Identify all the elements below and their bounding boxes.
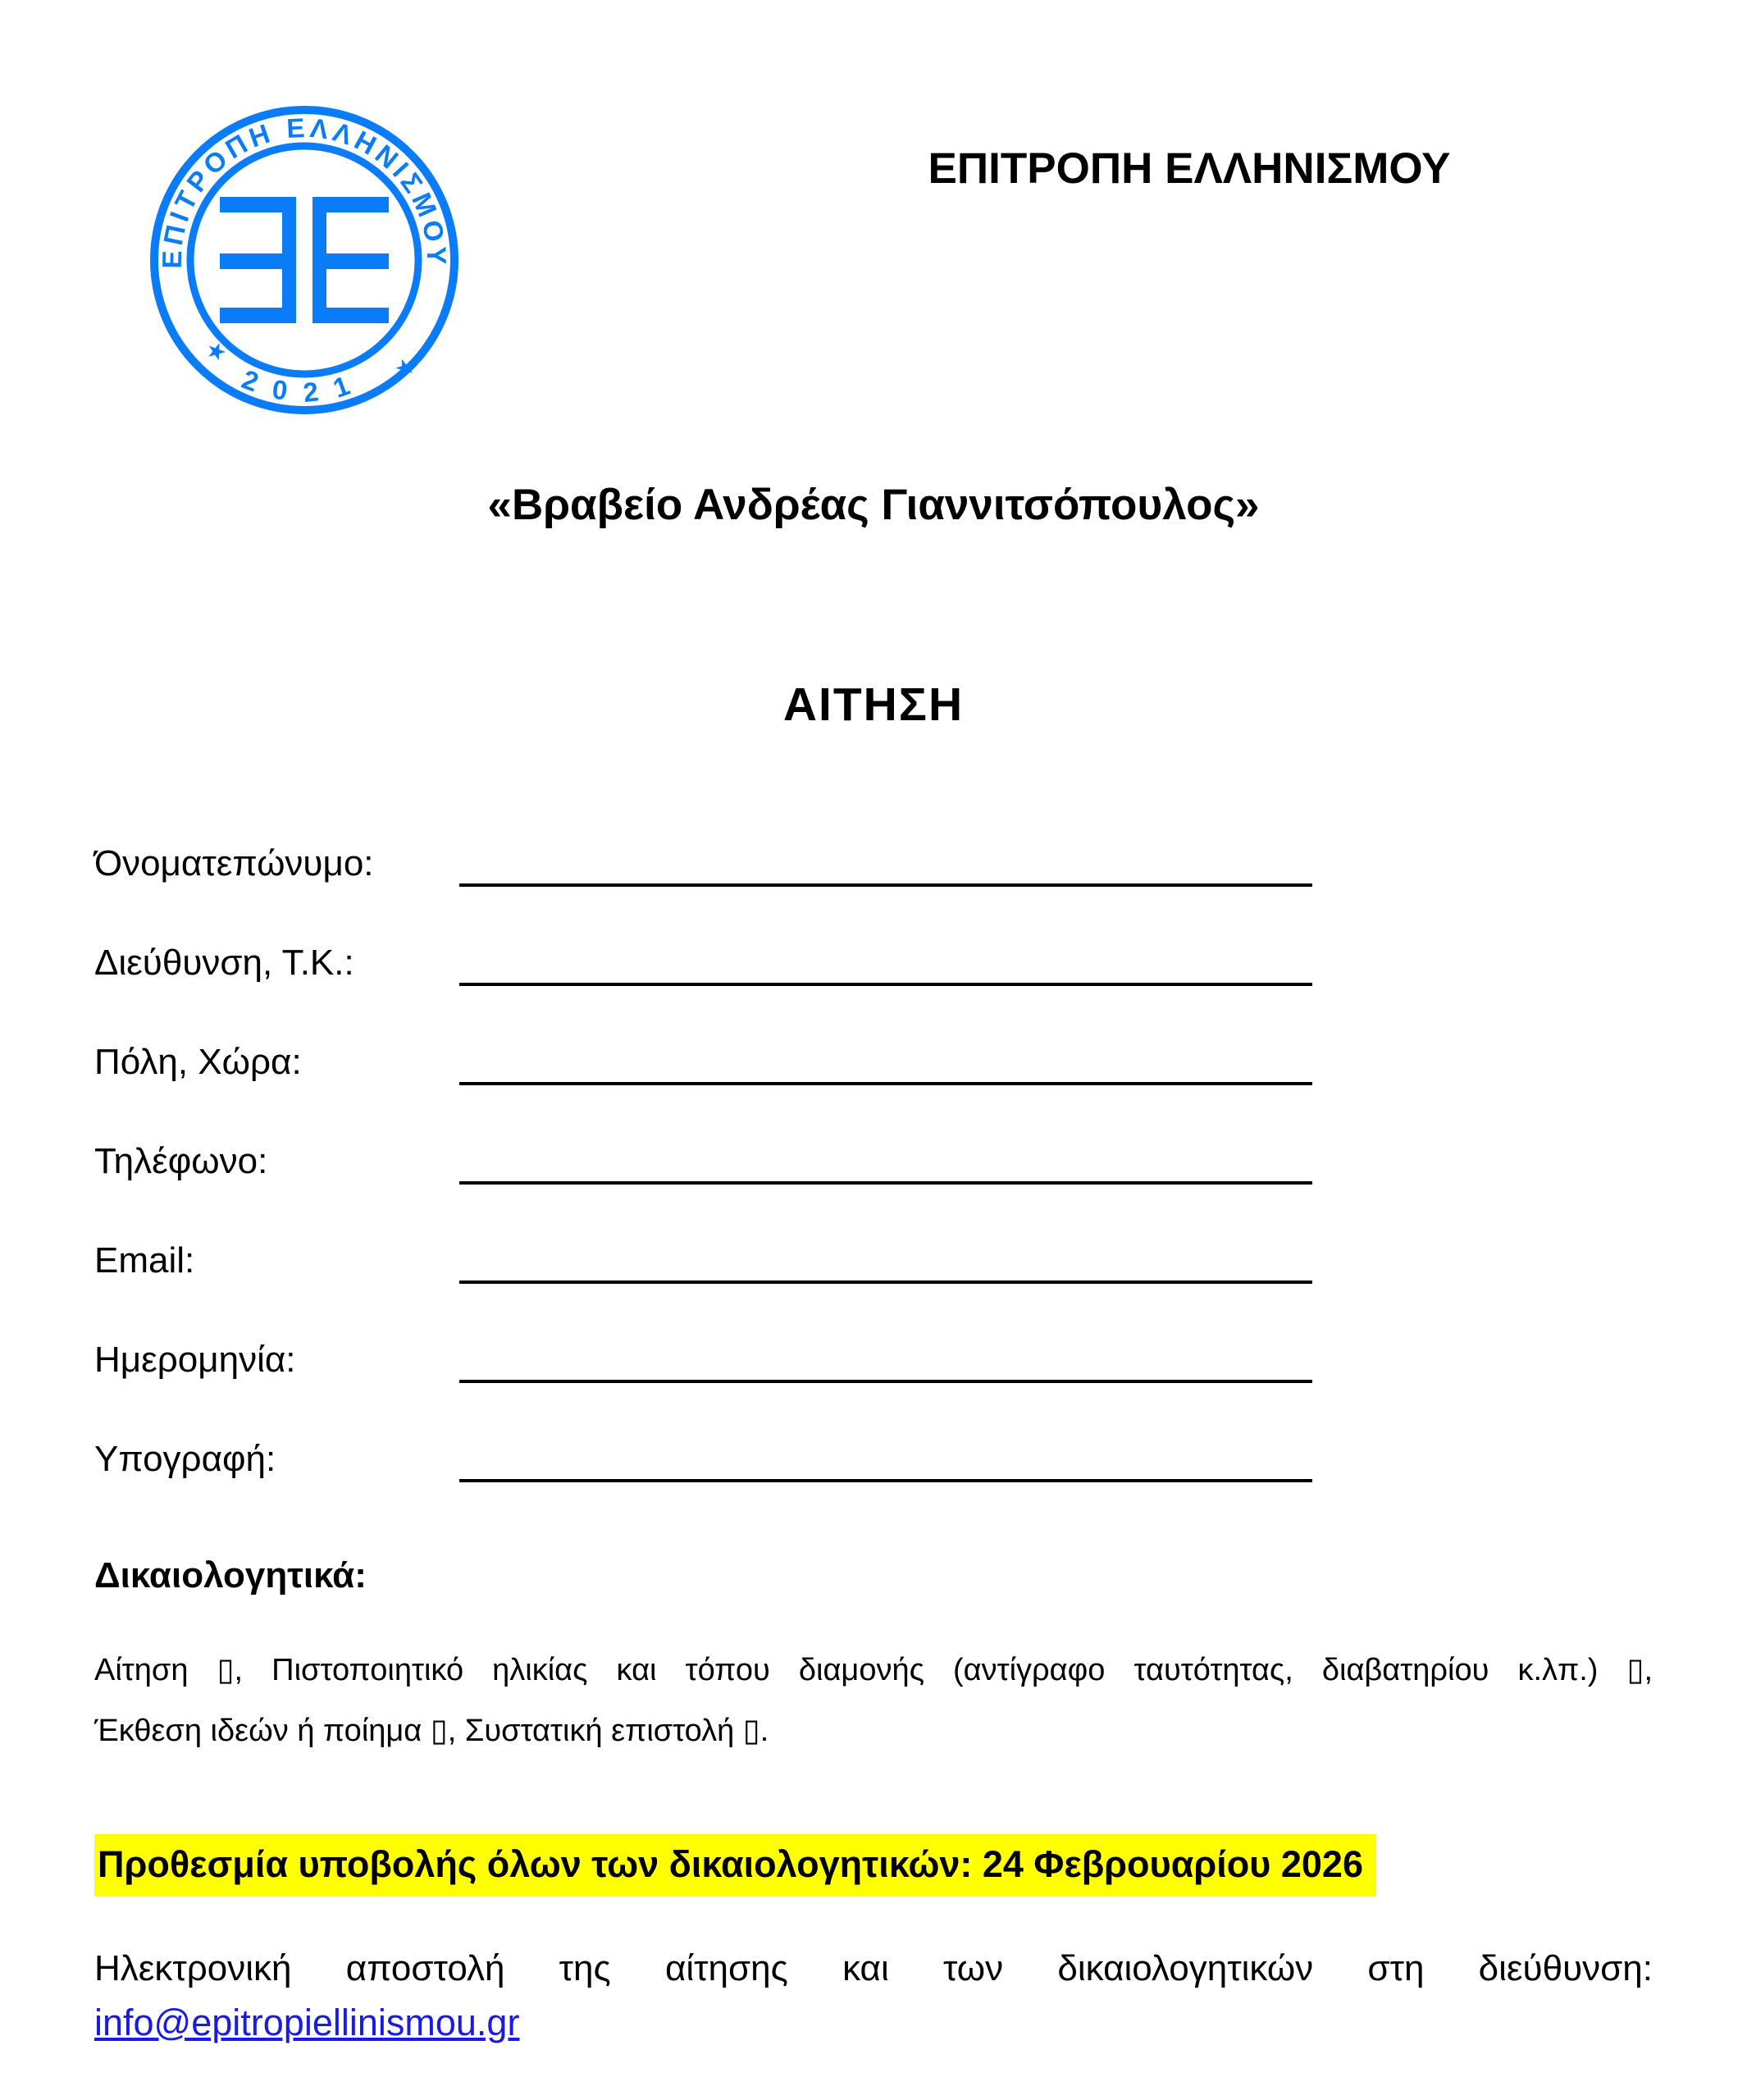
star-left-icon: ★ [199,335,233,368]
field-line-fullname [459,842,1312,887]
field-line-phone [459,1140,1312,1185]
field-line-date [459,1339,1312,1383]
documents-list-line1: Αίτηση ▯, Πιστοποιητικό ηλικίας και τόπου διαμονής (αντίγραφο ταυτότητας, διαβατηρίου κ.λπ.) ▯, [94,1653,1653,1687]
field-line-address [459,942,1312,986]
field-line-signature [459,1438,1312,1482]
star-right-icon: ★ [389,351,422,384]
form-title: ΑΙΤΗΣΗ [782,678,965,731]
submission-email-link[interactable]: info@epitropiellinismou.gr [94,2002,520,2043]
field-line-email [459,1239,1312,1284]
field-row-city-country [94,1041,1653,1089]
organization-name: ΕΠΙΤΡΟΠΗ ΕΛΛΗΝΙΣΜΟΥ [928,144,1451,193]
field-line-city-country [459,1041,1312,1085]
seal-ring-text: ΕΠΙΤΡΟΠΗ ΕΛΛΗΝΙΣΜΟΥ [156,112,453,269]
field-label-email: Email: [94,1240,195,1281]
field-row-address [94,942,1653,989]
field-label-address: Διεύθυνση, Τ.Κ.: [94,943,354,983]
field-row-phone [94,1140,1653,1188]
ee-monogram-icon [220,197,389,323]
field-row-signature [94,1438,1653,1486]
field-label-fullname: Όνοματεπώνυμο: [94,843,374,883]
deadline-text: Προθεσμία υποβολής όλων των δικαιολογητικών: 24 Φεβρουαρίου 2026 [94,1834,1376,1897]
documents-list-line2: Έκθεση ιδεών ή ποίημα ▯, Συστατική επιστολή ▯. [94,1714,769,1748]
seal-icon [144,100,464,420]
award-title: «Βραβείο Ανδρέας Γιαννιτσόπουλος» [487,481,1260,529]
field-label-signature: Υπογραφή: [94,1439,276,1479]
committee-seal-logo [144,100,464,420]
documents-heading: Δικαιολογητικά: [94,1555,367,1596]
field-label-city-country: Πόλη, Χώρα: [94,1042,302,1082]
seal-year-text: 2021 [238,363,371,409]
field-row-email [94,1239,1653,1287]
field-row-date [94,1339,1653,1386]
field-label-phone: Τηλέφωνο: [94,1141,268,1181]
field-row-fullname [94,842,1653,890]
submission-instructions: Ηλεκτρονική αποστολή της αίτησης και των δικαιολογητικών στη διεύθυνση: [94,1948,1653,1988]
field-label-date: Ημερομηνία: [94,1340,296,1380]
deadline-banner [94,1834,1376,1897]
